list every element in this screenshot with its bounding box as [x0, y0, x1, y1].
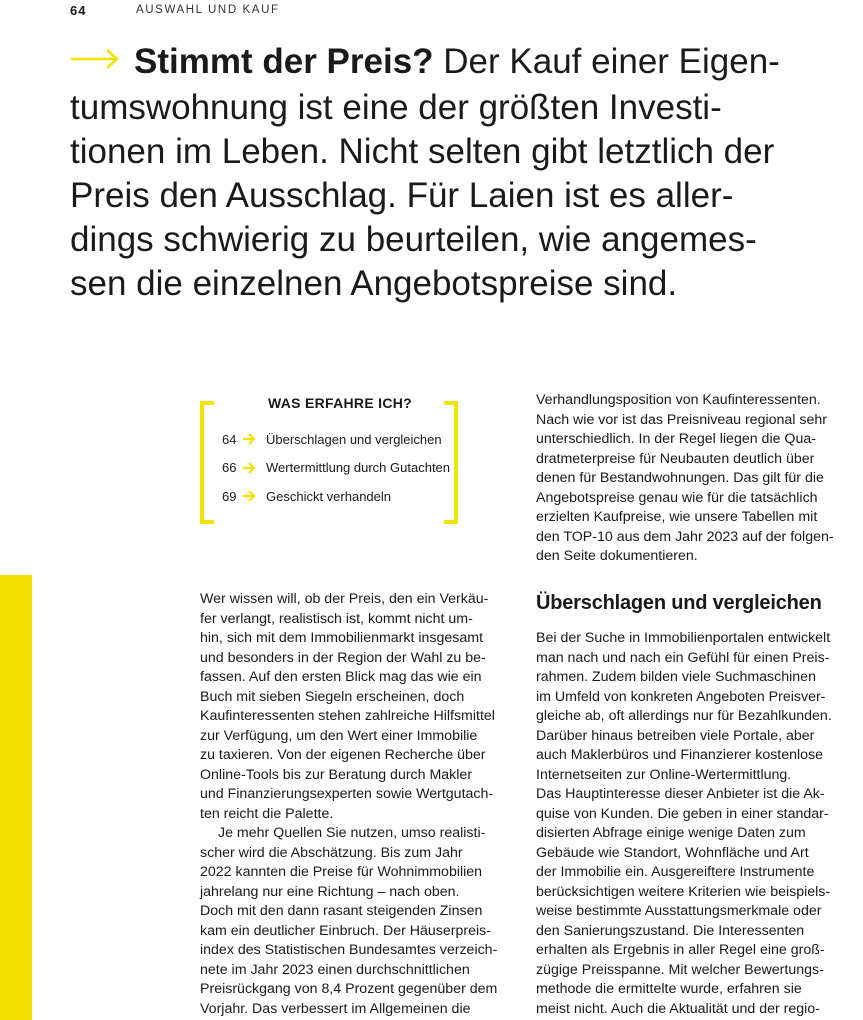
toc-item[interactable] — [222, 454, 450, 483]
text-line: Das Hauptinteresse dieser Anbieter ist die Ak- — [536, 786, 825, 802]
toc-page-number: 64 — [222, 431, 237, 447]
text-line: index des Statistischen Bundesamtes verzeich- — [200, 942, 498, 958]
toc-item[interactable] — [222, 425, 450, 454]
text-line: gleiche ab, oft allerdings nur für Bezahlkunden. — [536, 708, 832, 724]
text-line: erhalten als Ergebnis in aller Regel eine groß- — [536, 942, 825, 958]
yellow-edge-bar — [0, 575, 32, 1020]
text-line: meist nicht. Auch die Aktualität und der regio- — [536, 1000, 820, 1017]
text-line: auch Maklerbüros und Finanzierer kostenlose — [536, 747, 824, 763]
text-line: berücksichtigen weitere Kriterien wie beispiels- — [536, 883, 831, 900]
text-line: fer verlangt, realistisch ist, kommt nicht um- — [200, 610, 473, 627]
text-line: Doch mit den dann rasant steigenden Zinsen — [200, 903, 483, 919]
text-line: und Finanzierungsexperten sowie Wertgutach- — [200, 786, 494, 802]
intro-line: sen die einzelnen Angebotspreise sind. — [70, 263, 678, 303]
arrow-right-icon — [70, 36, 120, 80]
text-line: und besonders in der Region der Wahl zu be- — [200, 649, 486, 666]
text-line: Bei der Suche in Immobilienportalen entwickelt — [536, 630, 831, 646]
text-line: Verhandlungsposition von Kaufinteressenten. — [536, 392, 821, 408]
text-line: unterschiedlich. In der Regel liegen die Qua- — [536, 431, 816, 447]
toc-title: WAS ERFAHRE ICH? — [264, 395, 416, 411]
text-line: Preisrückgang von 8,4 Prozent gegenüber dem — [200, 981, 498, 997]
text-line: Vorjahr. Das verbessert im Allgemeinen die — [200, 1000, 471, 1017]
text-line: den TOP-10 aus dem Jahr 2023 auf der folgen- — [536, 528, 834, 545]
right-column-top-text — [536, 391, 848, 567]
intro-line: tionen im Leben. Nicht selten gibt letztlich der — [70, 131, 775, 171]
text-line: hin, sich mit dem Immobilienmarkt insgesamt — [200, 630, 484, 646]
left-column-text — [200, 590, 510, 1019]
text-line: disierten Abfrage einige wenige Daten zum — [536, 825, 806, 841]
text-line: man nach und nach ein Gefühl für einen Preis- — [536, 649, 830, 666]
intro-paragraph — [70, 40, 830, 306]
right-column-bottom-text — [536, 629, 848, 1019]
text-line: den Sanierungszustand. Die Interessenten — [536, 922, 805, 939]
text-line: weise bestimmte Ausstattungsmerkmale oder — [536, 903, 822, 919]
toc-item-label: Geschickt verhandeln — [266, 488, 392, 504]
text-line: Wer wissen will, ob der Preis, den ein Verkäu- — [200, 591, 489, 607]
text-line: nete im Jahr 2023 einen durchschnittlichen — [200, 961, 470, 978]
toc-item[interactable] — [222, 482, 450, 511]
text-line: zügige Preisspanne. Mit welcher Bewertungs- — [536, 961, 824, 978]
toc-item-label: Überschlagen und vergleichen — [266, 431, 442, 447]
toc-bracket-left — [200, 401, 214, 524]
text-line: ten reicht die Palette. — [200, 805, 334, 822]
text-line: dratmeterpreise für Neubauten deutlich über — [536, 450, 815, 467]
text-line: den Seite dokumentieren. — [536, 548, 698, 564]
text-line: Darüber hinaus betreiben viele Portale, aber — [536, 727, 815, 744]
text-line: quise von Kunden. Die geben in einer standar- — [536, 805, 829, 822]
text-line: Kaufinteressenten stehen zahlreiche Hilfsmittel — [200, 708, 495, 724]
text-line: zur Verfügung, um den Wert einer Immobilie — [200, 727, 478, 744]
intro-bold-question: Stimmt der Preis? — [134, 42, 434, 81]
text-line: Je mehr Quellen Sie nutzen, umso realisti- — [218, 825, 486, 841]
text-line: denen für Bestandwohnungen. Das gilt für die — [536, 470, 824, 486]
intro-line: dings schwierig zu beurteilen, wie angemes- — [70, 219, 757, 259]
text-line: fassen. Auf den ersten Blick mag das wie ein — [200, 669, 482, 685]
text-line: methode die ermittelte wurde, erfahren sie — [536, 981, 802, 997]
running-header: AUSWAHL UND KAUF — [136, 4, 280, 16]
arrow-right-icon — [238, 490, 266, 502]
text-line: Gebäude wie Standort, Wohnfläche und Art — [536, 844, 809, 861]
text-line: rahmen. Zudem bilden viele Suchmaschinen — [536, 669, 816, 685]
arrow-right-icon — [238, 462, 266, 474]
text-line: kam ein deutlicher Einbruch. Der Häuserpreis- — [200, 922, 491, 939]
intro-line-1 — [70, 40, 830, 86]
text-line: Online-Tools bis zur Beratung durch Makler — [200, 766, 473, 783]
intro-line-1-rest: Der Kauf einer Eigen- — [433, 42, 780, 81]
text-line: Internetseiten zur Online-Wertermittlung. — [536, 766, 792, 783]
text-line: 2022 kannten die Preise für Wohnimmobilien — [200, 864, 483, 880]
text-line: Buch mit sieben Siegeln erscheinen, doch — [200, 688, 465, 705]
toc-page-number: 69 — [222, 488, 237, 504]
text-line: erzielten Kaufpreise, wie unsere Tabellen mit — [536, 509, 818, 525]
text-line: scher wird die Abschätzung. Bis zum Jahr — [200, 844, 463, 861]
intro-line: tumswohnung ist eine der größten Investi- — [70, 87, 722, 127]
page-number: 64 — [70, 3, 87, 18]
text-line: der Immobilie ein. Ausgereiftere Instrumente — [536, 864, 815, 880]
text-line: Nach wie vor ist das Preisniveau regional sehr — [536, 411, 827, 428]
toc-list — [222, 425, 450, 511]
section-heading: Überschlagen und vergleichen — [536, 592, 822, 614]
text-line: zu taxieren. Von der eigenen Recherche über — [200, 747, 486, 763]
intro-line: Preis den Ausschlag. Für Laien ist es aller- — [70, 175, 734, 215]
toc-page-number: 66 — [222, 460, 237, 476]
text-line: Angebotspreise genau wie für die tatsächlich — [536, 489, 818, 506]
text-line: im Umfeld von konkreten Angeboten Preisver- — [536, 688, 826, 705]
text-line: jahrelang nur eine Richtung – nach oben. — [200, 883, 460, 900]
toc-item-label: Wertermittlung durch Gutachten — [266, 460, 451, 476]
toc-box — [200, 395, 458, 524]
arrow-right-icon — [238, 433, 266, 445]
